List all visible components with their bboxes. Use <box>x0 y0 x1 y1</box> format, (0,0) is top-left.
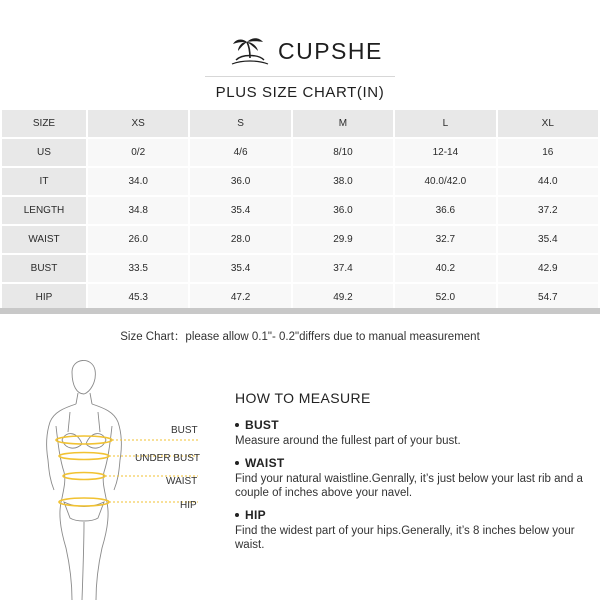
brand-name: CUPSHE <box>278 37 383 64</box>
table-row <box>2 255 598 282</box>
how-to-measure-title: HOW TO MEASURE <box>235 390 371 406</box>
column-header: M <box>293 110 393 137</box>
table-cell: 4/6 <box>190 139 290 166</box>
row-label: LENGTH <box>2 197 86 224</box>
bust-label: BUST <box>171 425 198 436</box>
table-cell: 12-14 <box>395 139 495 166</box>
table-cell: 42.9 <box>498 255 598 282</box>
table-cell: 45.3 <box>88 284 188 311</box>
measure-item-label: BUST <box>245 418 279 432</box>
table-cell: 54.7 <box>498 284 598 311</box>
table-cell: 36.0 <box>190 168 290 195</box>
measure-item-desc: Find the widest part of your hips.Generally, it’s 8 inches below your waist. <box>235 525 575 551</box>
measure-item-desc: Find your natural waistline.Genrally, it’s just below your last rib and a couple of inches above your navel. <box>235 473 583 499</box>
bullet-icon <box>235 513 239 517</box>
measure-item-label: HIP <box>245 508 266 522</box>
header-divider <box>205 76 395 77</box>
table-cell: 36.0 <box>293 197 393 224</box>
table-row <box>2 226 598 253</box>
table-header-row <box>2 110 598 137</box>
row-label: IT <box>2 168 86 195</box>
table-cell: 29.9 <box>293 226 393 253</box>
table-cell: 0/2 <box>88 139 188 166</box>
table-cell: 35.4 <box>498 226 598 253</box>
brand <box>230 34 383 68</box>
palm-tree-icon <box>230 34 270 68</box>
table-row <box>2 197 598 224</box>
header <box>0 28 600 78</box>
measure-item-label: WAIST <box>245 456 285 470</box>
table-cell: 37.4 <box>293 255 393 282</box>
chart-title: PLUS SIZE CHART(IN) <box>215 84 385 101</box>
under-bust-label: UNDER BUST <box>135 453 201 464</box>
how-to-measure-section <box>235 390 585 560</box>
table-cell: 37.2 <box>498 197 598 224</box>
table-row <box>2 139 598 166</box>
column-header: S <box>190 110 290 137</box>
body-figure <box>20 352 200 600</box>
table-cell: 35.4 <box>190 197 290 224</box>
table-cell: 8/10 <box>293 139 393 166</box>
measure-item-waist <box>235 456 585 500</box>
column-header: SIZE <box>2 110 86 137</box>
table-cell: 16 <box>498 139 598 166</box>
table-cell: 40.2 <box>395 255 495 282</box>
hip-label: HIP <box>180 500 197 511</box>
table-cell: 33.5 <box>88 255 188 282</box>
table-cell: 28.0 <box>190 226 290 253</box>
measurement-note: Size Chart：please allow 0.1"- 0.2"differs due to manual measurement <box>120 331 480 343</box>
measure-item-hip <box>235 508 585 552</box>
row-label: BUST <box>2 255 86 282</box>
table-cell: 40.0/42.0 <box>395 168 495 195</box>
bullet-icon <box>235 423 239 427</box>
table-cell: 32.7 <box>395 226 495 253</box>
table-row <box>2 168 598 195</box>
table-row <box>2 284 598 311</box>
table-cell: 34.8 <box>88 197 188 224</box>
table-cell: 47.2 <box>190 284 290 311</box>
column-header: XS <box>88 110 188 137</box>
measure-item-desc: Measure around the fullest part of your bust. <box>235 435 461 447</box>
row-label: WAIST <box>2 226 86 253</box>
size-chart-table <box>0 108 600 313</box>
row-label: HIP <box>2 284 86 311</box>
table-cell: 36.6 <box>395 197 495 224</box>
table-bottom-band <box>0 308 600 314</box>
measure-item-bust <box>235 418 585 448</box>
row-label: US <box>2 139 86 166</box>
table-cell: 35.4 <box>190 255 290 282</box>
table-cell: 34.0 <box>88 168 188 195</box>
table-cell: 49.2 <box>293 284 393 311</box>
column-header: XL <box>498 110 598 137</box>
table-cell: 38.0 <box>293 168 393 195</box>
table-cell: 44.0 <box>498 168 598 195</box>
table-cell: 52.0 <box>395 284 495 311</box>
table-cell: 26.0 <box>88 226 188 253</box>
waist-label: WAIST <box>166 476 198 487</box>
column-header: L <box>395 110 495 137</box>
bullet-icon <box>235 461 239 465</box>
